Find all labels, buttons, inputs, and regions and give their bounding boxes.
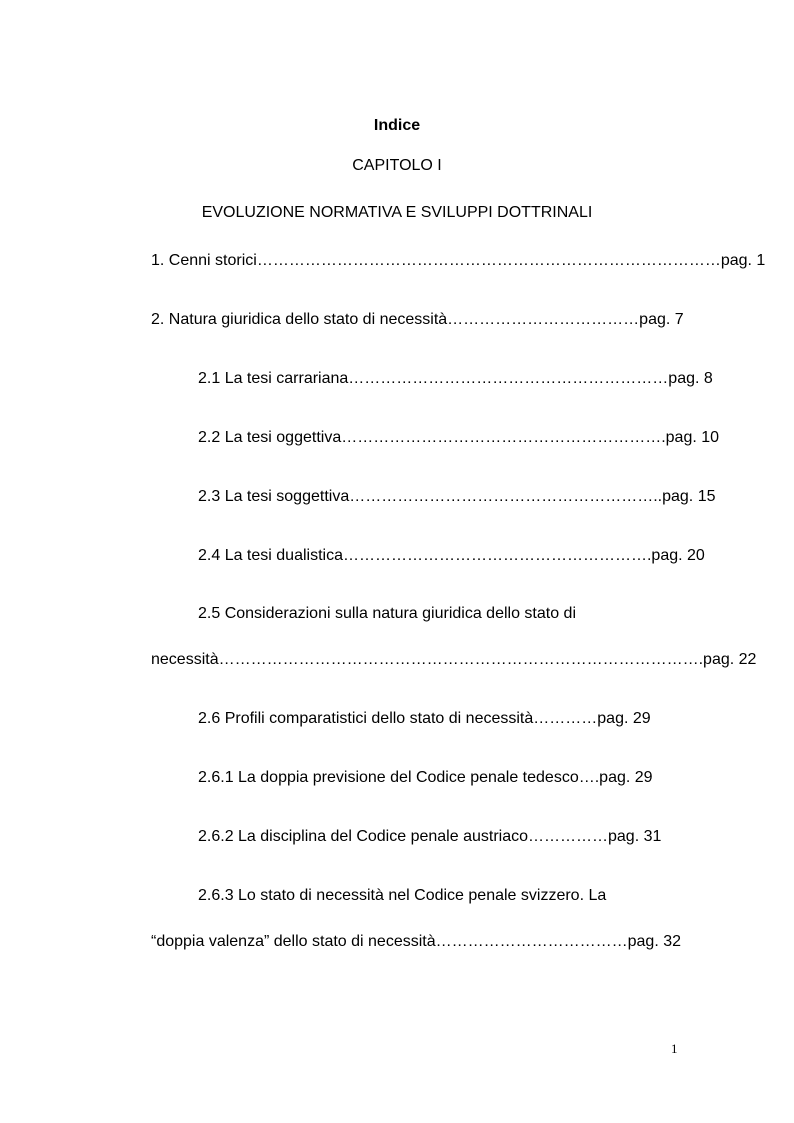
toc-entry-continuation: “doppia valenza” dello stato di necessità………………………………pag. 32 bbox=[151, 933, 681, 950]
toc-entry: 2.2 La tesi oggettiva…………………………………………………….pag. 10 bbox=[198, 429, 720, 446]
toc-entry: 2. Natura giuridica dello stato di necessità………………………………pag. 7 bbox=[151, 311, 684, 328]
toc-entry: 2.4 La tesi dualistica………………………………………………….pag. 20 bbox=[198, 547, 705, 564]
toc-entry: 2.1 La tesi carrariana……………………………………………………pag. 8 bbox=[198, 370, 713, 387]
chapter-label: CAPITOLO I bbox=[352, 157, 442, 174]
toc-entry: 2.6.2 La disciplina del Codice penale austriaco……………pag. 31 bbox=[198, 828, 662, 845]
toc-entry: 2.6 Profili comparatistici dello stato di necessità…………pag. 29 bbox=[198, 710, 651, 727]
toc-entry: 2.3 La tesi soggettiva…………………………………………………..pag. 15 bbox=[198, 488, 716, 505]
page-number: 1 bbox=[671, 1041, 678, 1056]
toc-entry-continuation: necessità……………………………………………………………………………….pag. 22 bbox=[151, 651, 757, 668]
toc-entry: 2.6.1 La doppia previsione del Codice penale tedesco….pag. 29 bbox=[198, 769, 653, 786]
toc-entry: 2.5 Considerazioni sulla natura giuridica dello stato di bbox=[198, 605, 576, 622]
index-title: Indice bbox=[373, 117, 421, 134]
chapter-title: EVOLUZIONE NORMATIVA E SVILUPPI DOTTRINALI bbox=[201, 204, 593, 221]
toc-entry: 1. Cenni storici……………………………………………………………………………pag. 1 bbox=[151, 252, 766, 269]
toc-entry: 2.6.3 Lo stato di necessità nel Codice penale svizzero. La bbox=[198, 887, 607, 904]
